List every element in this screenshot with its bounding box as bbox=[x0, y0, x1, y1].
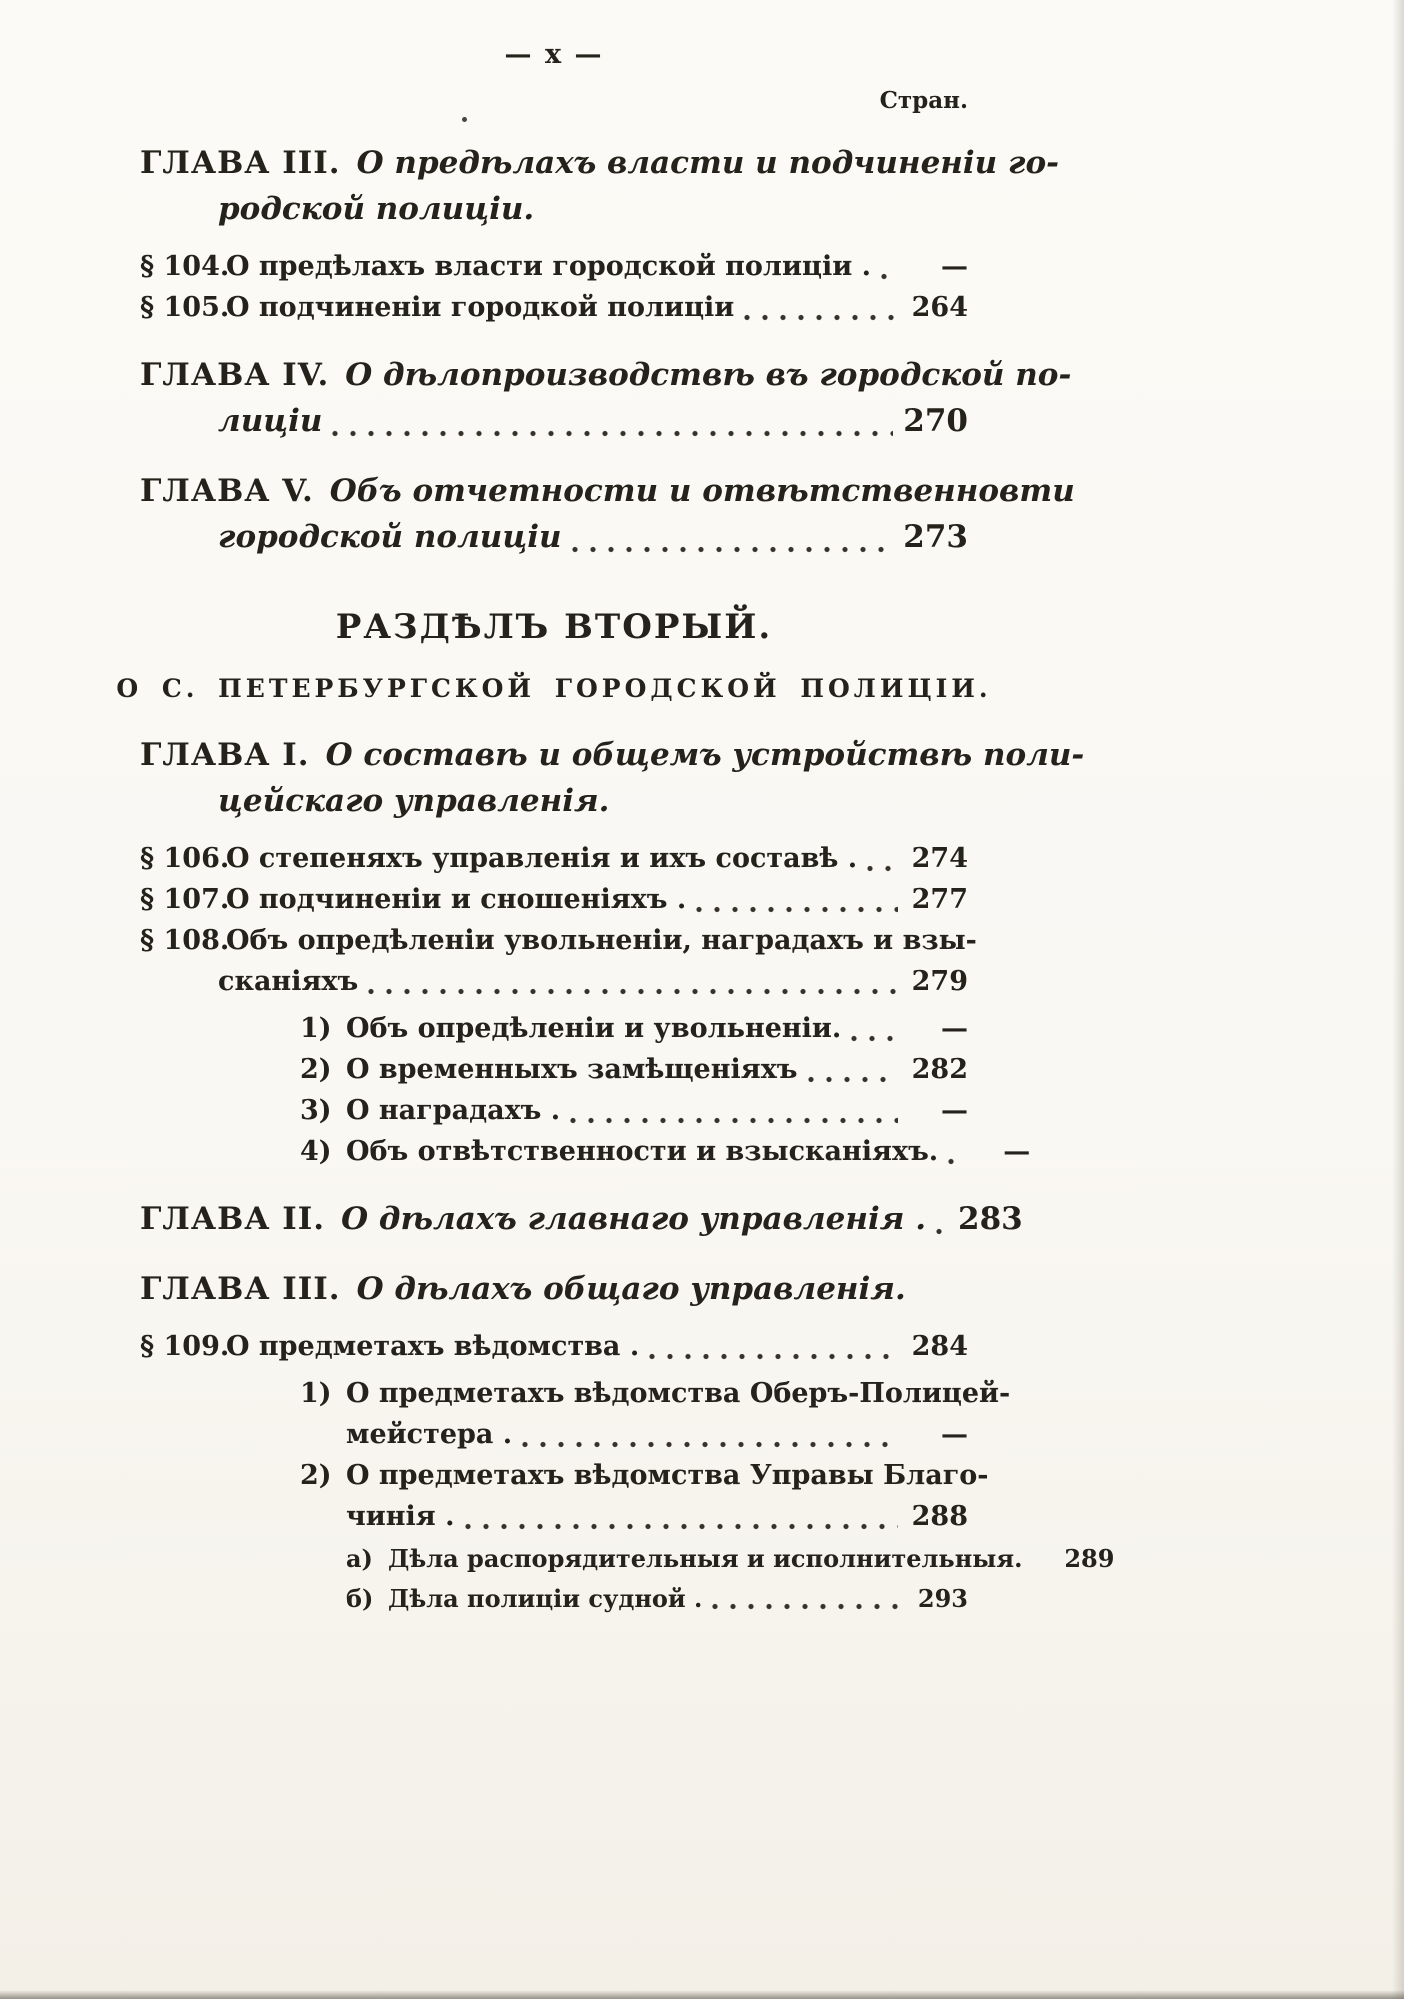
toc-line-page: 273 bbox=[903, 519, 968, 555]
toc-line-text: мейстера . bbox=[346, 1419, 513, 1450]
toc-line bbox=[140, 1326, 968, 1367]
toc-line bbox=[140, 961, 968, 1002]
toc-line-text: городской полиціи bbox=[218, 519, 562, 555]
toc-line-label: § 106. bbox=[140, 843, 230, 874]
toc-content bbox=[116, 38, 1115, 1617]
toc-line-page: 282 bbox=[911, 1054, 968, 1085]
toc-line bbox=[140, 1414, 968, 1455]
toc-line bbox=[140, 920, 977, 961]
leader-dots bbox=[465, 1523, 898, 1530]
toc-line bbox=[140, 1373, 1011, 1414]
toc-line bbox=[140, 838, 968, 879]
toc-line bbox=[140, 246, 968, 287]
toc-line-label: а) bbox=[346, 1544, 373, 1573]
toc-line-text: О дѣлахъ главнаго управленія . bbox=[341, 1201, 927, 1237]
leader-dots bbox=[522, 1441, 898, 1448]
toc-line-text: О предѣлахъ власти и подчиненіи го- bbox=[356, 145, 1059, 181]
toc-line-page: 270 bbox=[903, 403, 968, 439]
leader-dots bbox=[881, 273, 898, 280]
toc-line-label: ГЛАВА III. bbox=[140, 145, 341, 181]
toc-line bbox=[116, 670, 992, 708]
toc-line bbox=[140, 468, 1075, 514]
toc-line-label: ГЛАВА III. bbox=[140, 1271, 341, 1307]
toc-line-label: § 105. bbox=[140, 292, 230, 323]
toc-line bbox=[140, 1541, 1115, 1577]
scan-edge bbox=[0, 1990, 1404, 1999]
toc-line-text: О наградахъ . bbox=[346, 1095, 561, 1126]
leader-dots bbox=[948, 1158, 960, 1165]
toc-line-text: Дѣла распорядительныя и исполнительныя. bbox=[388, 1544, 1023, 1573]
toc-line-label: ГЛАВА IV. bbox=[140, 357, 330, 393]
toc-line-page: 279 bbox=[911, 966, 968, 997]
leader-dots bbox=[649, 1353, 898, 1360]
toc-line bbox=[140, 1581, 968, 1617]
toc-line-label: 1) bbox=[300, 1013, 332, 1044]
leader-dots bbox=[332, 430, 893, 437]
toc-line-label: 2) bbox=[300, 1054, 332, 1085]
page-number-folio: — x — bbox=[504, 39, 604, 70]
leader-dots bbox=[570, 1117, 898, 1124]
toc-line-page: 277 bbox=[911, 884, 968, 915]
toc-line bbox=[140, 1049, 968, 1090]
toc-line-label: б) bbox=[346, 1584, 374, 1613]
toc-line bbox=[140, 1455, 989, 1496]
toc-line-text: О предметахъ вѣдомства Управы Благо- bbox=[346, 1460, 989, 1491]
toc-line-text: О составѣ и общемъ устройствѣ поли- bbox=[325, 737, 1085, 773]
toc-line-page: — bbox=[941, 1419, 968, 1450]
page-column-header: Стран. bbox=[879, 87, 968, 114]
leader-dots bbox=[936, 1228, 948, 1235]
toc-line bbox=[140, 140, 1059, 186]
toc-line-text: лиціи bbox=[218, 403, 323, 439]
toc-line-text: РАЗДѢЛЪ ВТОРЫЙ. bbox=[335, 607, 773, 647]
leader-dots bbox=[696, 906, 898, 913]
toc-line bbox=[140, 287, 968, 328]
toc-line-label: ГЛАВА II. bbox=[140, 1201, 326, 1237]
toc-line-text: сканіяхъ bbox=[218, 966, 359, 997]
toc-line-label: § 109. bbox=[140, 1331, 230, 1362]
toc-line bbox=[140, 1196, 1023, 1242]
toc-line-text: Объ опредѣленіи и увольненіи. bbox=[346, 1013, 842, 1044]
toc-line bbox=[140, 732, 1085, 778]
toc-line-page: — bbox=[941, 251, 968, 282]
toc-line-page: — bbox=[941, 1095, 968, 1126]
toc-line bbox=[140, 1008, 968, 1049]
ink-speck bbox=[462, 117, 467, 122]
toc-line bbox=[140, 398, 968, 444]
toc-line bbox=[140, 1131, 1031, 1172]
toc-line-label: 2) bbox=[300, 1460, 332, 1491]
toc-line bbox=[140, 1496, 968, 1537]
toc-line-label: § 104. bbox=[140, 251, 230, 282]
toc-line-page: 293 bbox=[917, 1584, 968, 1613]
toc-line bbox=[140, 1090, 968, 1131]
toc-line bbox=[140, 602, 968, 652]
leader-dots bbox=[851, 1035, 898, 1042]
toc-line bbox=[140, 186, 968, 232]
leader-dots bbox=[368, 988, 898, 995]
toc-line-page: 283 bbox=[958, 1201, 1023, 1237]
leader-dots bbox=[744, 314, 898, 321]
toc-line-label: ГЛАВА V. bbox=[140, 473, 314, 509]
toc-line-page: 274 bbox=[911, 843, 968, 874]
toc-line-text: чинія . bbox=[346, 1501, 455, 1532]
toc-line bbox=[140, 1266, 968, 1312]
toc-line-text: Объ отчетности и отвѣтственновти bbox=[329, 473, 1075, 509]
toc-line-label: 4) bbox=[300, 1136, 332, 1167]
toc-line-text: О подчиненіи и сношеніяхъ . bbox=[226, 884, 687, 915]
leader-dots bbox=[808, 1076, 899, 1083]
toc-line-label: 3) bbox=[300, 1095, 332, 1126]
toc-line-text: Дѣла полиціи судной . bbox=[388, 1584, 703, 1613]
toc-line-page: 288 bbox=[911, 1501, 968, 1532]
toc-line-text: О С. ПЕТЕРБУРГСКОЙ ГОРОДСКОЙ ПОЛИЦІИ. bbox=[116, 674, 992, 703]
toc-line-text: родской полиціи. bbox=[218, 191, 535, 227]
toc-line-text: Объ опредѣленіи увольненіи, наградахъ и взы- bbox=[226, 925, 977, 956]
toc-line-label: § 108. bbox=[140, 925, 230, 956]
leader-dots bbox=[572, 546, 894, 553]
leader-dots bbox=[1032, 1563, 1044, 1570]
toc-line-text: О дѣлопроизводствѣ въ городской по- bbox=[345, 357, 1072, 393]
toc-line-text: О предметахъ вѣдомства . bbox=[226, 1331, 640, 1362]
toc-line-text: О предѣлахъ власти городской полиціи . bbox=[226, 251, 872, 282]
toc-line-text: О подчиненіи городкой полиціи bbox=[226, 292, 735, 323]
toc-lines bbox=[116, 140, 1115, 1617]
toc-line-page: 264 bbox=[911, 292, 968, 323]
toc-line-page: 289 bbox=[1064, 1544, 1115, 1573]
toc-line-page: — bbox=[941, 1013, 968, 1044]
toc-line-label: § 107. bbox=[140, 884, 230, 915]
toc-line-text: О степеняхъ управленія и ихъ составѣ . bbox=[226, 843, 858, 874]
leader-dots bbox=[867, 865, 898, 872]
toc-line-text: О предметахъ вѣдомства Оберъ-Полицей- bbox=[346, 1378, 1011, 1409]
leader-dots bbox=[712, 1603, 898, 1610]
toc-line-page: 284 bbox=[911, 1331, 968, 1362]
toc-line-page: — bbox=[1003, 1136, 1031, 1167]
toc-line-text: цейскаго управленія. bbox=[218, 783, 610, 819]
toc-line bbox=[140, 514, 968, 560]
toc-line-text: Объ отвѣтственности и взысканіяхъ. bbox=[346, 1136, 939, 1167]
toc-line-text: О временныхъ замѣщеніяхъ bbox=[346, 1054, 798, 1085]
toc-line bbox=[140, 879, 968, 920]
toc-line bbox=[140, 352, 1072, 398]
toc-line-label: 1) bbox=[300, 1378, 332, 1409]
toc-line-text: О дѣлахъ общаго управленія. bbox=[356, 1271, 906, 1307]
toc-line-label: ГЛАВА I. bbox=[140, 737, 310, 773]
toc-line bbox=[140, 778, 968, 824]
